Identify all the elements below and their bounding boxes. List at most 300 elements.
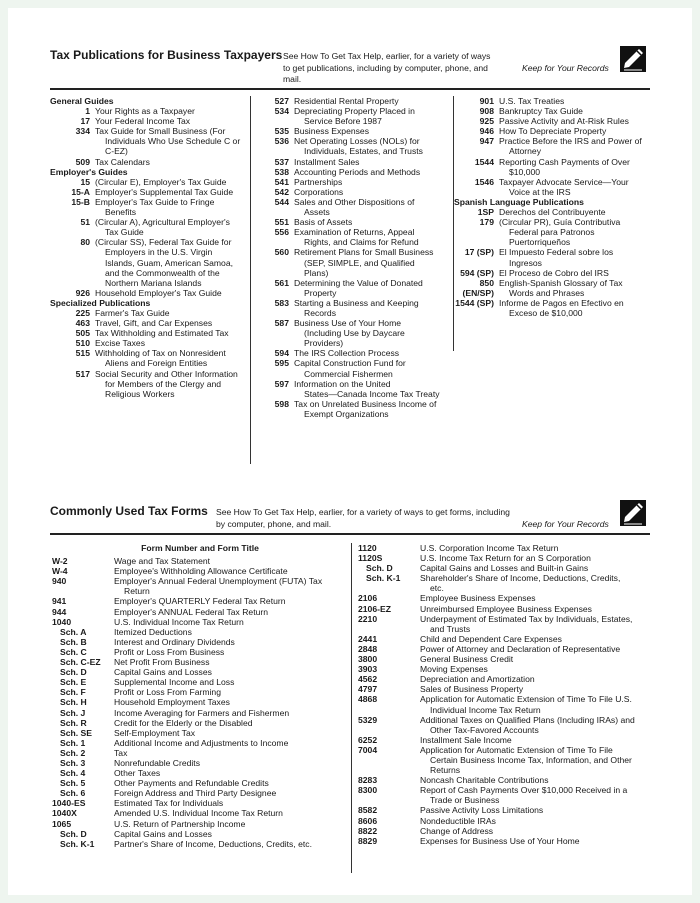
item-title-line: Passive Activity and At-Risk Rules [499, 116, 629, 127]
list-item [50, 647, 350, 657]
list-item [256, 96, 451, 106]
item-title [114, 677, 350, 687]
list-item [50, 328, 248, 338]
item-title [420, 836, 656, 846]
item-number: Sch. K-1 [60, 838, 95, 849]
list-item [454, 247, 654, 267]
publications-column-2 [256, 96, 451, 419]
item-title-line: Power of Attorney and Declaration of Representative [420, 643, 621, 654]
item-title [420, 563, 656, 573]
item-number: 3903 [358, 664, 378, 675]
item-title [114, 738, 350, 748]
item-title-line: Words and Phrases [509, 287, 585, 298]
item-title-line: Installment Sale Income [420, 734, 512, 745]
list-item [356, 805, 656, 815]
item-number: Sch. SE [60, 727, 92, 738]
item-number: 595 [274, 358, 289, 369]
list-item [50, 556, 350, 566]
list-item [356, 654, 656, 664]
item-title-line: Tax on Unrelated Business Income of [294, 398, 437, 409]
item-title [499, 247, 654, 267]
item-title [114, 788, 350, 798]
list-item [454, 96, 654, 106]
item-number: 515 [75, 348, 90, 359]
item-title [95, 348, 248, 368]
list-item [356, 563, 656, 573]
item-title [95, 157, 248, 167]
list-item [50, 687, 350, 697]
item-title-line: English-Spanish Glossary of Tax [499, 277, 623, 288]
list-item [50, 677, 350, 687]
item-number: Sch. A [60, 626, 87, 637]
item-title-line: Depreciation and Amortization [420, 674, 535, 685]
item-title-line: U.S. Income Tax Return for an S Corporation [420, 553, 591, 564]
item-number: 946 [479, 126, 494, 137]
list-item [50, 187, 248, 197]
item-title-line: Your Rights as a Taxpayer [95, 106, 195, 117]
list-item [256, 358, 451, 378]
item-title [420, 553, 656, 563]
item-number: 527 [274, 96, 289, 106]
forms-column-header: Form Number and Form Title [141, 543, 259, 553]
item-title [499, 136, 654, 156]
item-title-line: (Circular A), Agricultural Employer's [95, 217, 230, 228]
item-number: 17 (SP) [464, 247, 494, 258]
item-title-line: Individuals, Estates, and Trusts [304, 146, 423, 157]
item-title-line: Corporations [294, 186, 344, 197]
item-title [499, 96, 654, 106]
list-item [50, 197, 248, 217]
item-title-line: Employer's Annual Federal Unemployment (FUTA) Tax [114, 576, 323, 587]
item-number: 583 [274, 297, 289, 308]
item-number: Sch. H [60, 697, 87, 708]
item-number: 4868 [358, 694, 378, 705]
list-item [356, 785, 656, 805]
item-title-line: Capital Gains and Losses [114, 667, 212, 678]
list-item [454, 126, 654, 136]
item-title-line: Partnerships [294, 176, 343, 187]
list-item [356, 745, 656, 775]
item-title-line: Aliens and Foreign Entities [105, 358, 208, 369]
item-title [114, 566, 350, 576]
item-title-line: Benefits [105, 207, 137, 218]
item-number: 80 [80, 237, 90, 248]
list-item [50, 106, 248, 116]
forms-list [50, 556, 350, 849]
list-item [50, 338, 248, 348]
item-title [114, 647, 350, 657]
list-item [356, 543, 656, 553]
list-item [356, 644, 656, 654]
item-title-line: Passive Activity Loss Limitations [420, 805, 544, 816]
list-item [356, 735, 656, 745]
item-title-line: Exceso de $10,000 [509, 307, 583, 318]
item-title [294, 278, 451, 298]
item-title [294, 177, 451, 187]
list-item [256, 177, 451, 187]
item-title [420, 745, 656, 775]
item-number: 2106-EZ [358, 603, 391, 614]
list-item [356, 715, 656, 735]
item-title-line: Attorney [509, 146, 542, 157]
item-title-line: Withholding of Tax on Nonresident [95, 348, 226, 359]
item-title-line: Household Employer's Tax Guide [95, 287, 222, 298]
item-number: 15 [80, 176, 90, 187]
item-title [114, 819, 350, 829]
list-item [454, 298, 654, 318]
list-item [256, 136, 451, 156]
item-title-line: Tax Guide for Small Business (For [95, 126, 226, 137]
list-item [256, 298, 451, 318]
item-title-line: Determining the Value of Donated [294, 277, 423, 288]
item-number: 510 [75, 338, 90, 349]
item-title-line: (Circular PR), Guía Contributiva [499, 217, 621, 228]
list-item [50, 697, 350, 707]
item-title [114, 839, 350, 849]
item-title-line: Nondeductible IRAs [420, 815, 496, 826]
keep-for-records-note: Keep for Your Records [522, 63, 609, 73]
list-item [50, 758, 350, 768]
item-title [420, 604, 656, 614]
item-title-line: Derechos del Contribuyente [499, 207, 606, 218]
item-title-line: Profit or Loss From Farming [114, 687, 221, 698]
list-item [50, 348, 248, 368]
list-item [50, 237, 248, 287]
item-title-line: Individuals Who Use Schedule C or [105, 136, 241, 147]
item-title-line: Noncash Charitable Contributions [420, 775, 549, 786]
item-title [95, 318, 248, 328]
list-item [256, 227, 451, 247]
item-title-line: Plans) [304, 267, 329, 278]
item-title-line: Ingresos [509, 257, 542, 268]
item-title-line: Shareholder's Share of Income, Deductions, Credits, [420, 573, 621, 584]
item-title [95, 177, 248, 187]
item-title-line: Income Averaging for Farmers and Fishermen [114, 707, 290, 718]
item-number: 926 [75, 287, 90, 298]
item-title-line: Accounting Periods and Methods [294, 166, 421, 177]
list-item [50, 708, 350, 718]
item-title [294, 379, 451, 399]
item-title [114, 596, 350, 606]
item-number: 6252 [358, 734, 378, 745]
item-title [294, 157, 451, 167]
pen-icon [620, 500, 646, 526]
item-title-line: (Circular E), Employer's Tax Guide [95, 176, 227, 187]
item-title [420, 805, 656, 815]
item-title-line: Additional Income and Adjustments to Income [114, 737, 289, 748]
item-title-line: Sales and Other Dispositions of [294, 196, 415, 207]
item-title-line: U.S. Individual Income Tax Return [114, 616, 244, 627]
item-title-line: U.S. Return of Partnership Income [114, 818, 246, 829]
item-title-line: U.S. Corporation Income Tax Return [420, 543, 559, 553]
item-title-line: Moving Expenses [420, 664, 488, 675]
item-title [294, 217, 451, 227]
item-title-line: etc. [430, 583, 444, 594]
item-title-line: Providers) [304, 338, 344, 349]
item-title [499, 157, 654, 177]
item-number: 1546 [474, 176, 494, 187]
item-title-line: Tax Calendars [95, 156, 150, 167]
item-title [294, 96, 451, 106]
item-title-line: Records [304, 307, 336, 318]
item-title-line: How To Depreciate Property [499, 126, 607, 137]
item-title [420, 735, 656, 745]
column-divider [250, 96, 251, 464]
keep-for-records-note: Keep for Your Records [522, 519, 609, 529]
item-title-line: Wage and Tax Statement [114, 556, 211, 567]
list-item [50, 566, 350, 576]
item-number: 5329 [358, 714, 378, 725]
item-number: 225 [75, 307, 90, 318]
list-item [50, 217, 248, 237]
item-title [114, 617, 350, 627]
item-title-line: for Members of the Clergy and [105, 378, 222, 389]
item-number: 2441 [358, 633, 378, 644]
item-number: 1040X [52, 808, 77, 819]
item-title [420, 543, 656, 553]
item-title [95, 308, 248, 318]
item-title [95, 369, 248, 399]
list-item [50, 126, 248, 156]
list-item [50, 718, 350, 728]
item-number: 463 [75, 318, 90, 329]
item-title [294, 106, 451, 126]
item-title-line: (Circular SS), Federal Tax Guide for [95, 237, 232, 248]
item-title-line: Application for Automatic Extension of Time To File U.S. [420, 694, 632, 705]
item-title-line: Farmer's Tax Guide [95, 307, 170, 318]
item-title-line: Practice Before the IRS and Power of [499, 136, 642, 147]
list-item [256, 106, 451, 126]
list-item [50, 768, 350, 778]
item-title-line: Tax Guide [105, 227, 144, 238]
item-title-line: Business Expenses [294, 126, 369, 137]
item-number: Sch. J [60, 707, 86, 718]
list-item [50, 819, 350, 829]
item-title [95, 328, 248, 338]
item-title-line: The IRS Collection Process [294, 348, 400, 359]
item-title [420, 614, 656, 634]
item-number: 941 [52, 596, 67, 607]
item-title-line: Net Operating Losses (NOLs) for [294, 136, 420, 147]
item-title [420, 573, 656, 593]
item-title [95, 126, 248, 156]
item-title [420, 715, 656, 735]
item-title-line: Return [124, 586, 150, 597]
item-number: 8582 [358, 805, 378, 816]
item-title [420, 634, 656, 644]
item-title [499, 217, 654, 247]
publications-column-1 [50, 96, 248, 399]
group-heading: General Guides [50, 96, 114, 106]
item-title-line: Tax Withholding and Estimated Tax [95, 328, 229, 339]
item-number: 2848 [358, 643, 378, 654]
item-number: Sch. 6 [60, 788, 86, 799]
item-title [499, 177, 654, 197]
list-item [50, 116, 248, 126]
item-number: 334 [75, 126, 90, 137]
item-title [420, 694, 656, 714]
item-title [95, 237, 248, 287]
list-item [50, 318, 248, 328]
item-title-line: Examination of Returns, Appeal [294, 227, 415, 238]
list-item [50, 778, 350, 788]
section-blurb: See How To Get Tax Help, earlier, for a variety of ways to get publications, including by computer, phone, and mail. [283, 51, 491, 84]
list-item [50, 808, 350, 818]
item-number: 908 [479, 106, 494, 117]
item-title-line: Other Taxes [114, 768, 161, 779]
item-title-line: Voice at the IRS [509, 186, 571, 197]
item-title-line: Islands, Guam, American Samoa, [105, 257, 234, 268]
list-item [256, 187, 451, 197]
list-item [50, 627, 350, 637]
list-item [50, 177, 248, 187]
item-title-line: Estimated Tax for Individuals [114, 798, 224, 809]
item-title-line: Profit or Loss From Business [114, 646, 225, 657]
column-divider [351, 543, 352, 873]
list-item [356, 614, 656, 634]
item-number: W-4 [52, 566, 68, 577]
item-number: 1SP [477, 207, 494, 218]
item-number: 8300 [358, 785, 378, 796]
list-item [50, 637, 350, 647]
list-item [454, 106, 654, 116]
list-item [50, 788, 350, 798]
list-item [256, 197, 451, 217]
item-title [294, 348, 451, 358]
list-item [356, 684, 656, 694]
item-title [114, 718, 350, 728]
item-number: Sch. 5 [60, 778, 86, 789]
item-title-line: Household Employment Taxes [114, 697, 230, 708]
item-title-line: Employer's QUARTERLY Federal Tax Return [114, 596, 286, 607]
item-number: 940 [52, 576, 67, 587]
item-number: 556 [274, 227, 289, 238]
section-blurb: See How To Get Tax Help, earlier, for a variety of ways to get forms, including by computer, phone, and mail. [216, 507, 510, 529]
list-item [356, 553, 656, 563]
item-title [95, 106, 248, 116]
forms-column-2 [356, 543, 656, 846]
item-title-line: Taxpayer Advocate Service—Your [499, 176, 629, 187]
item-title-line: Excise Taxes [95, 338, 145, 349]
item-title [499, 116, 654, 126]
item-title [114, 697, 350, 707]
list-item [50, 839, 350, 849]
item-title [114, 637, 350, 647]
item-title-line: El Impuesto Federal sobre los [499, 247, 614, 258]
list-item [50, 657, 350, 667]
item-title-line: Your Federal Income Tax [95, 116, 191, 127]
item-number: Sch. D [60, 667, 87, 678]
list-item [356, 826, 656, 836]
item-title-line: Underpayment of Estimated Tax by Individuals, Estates, [420, 613, 633, 624]
item-title [499, 268, 654, 278]
item-title-line: Unreimbursed Employee Business Expenses [420, 603, 592, 614]
item-number: 850 (EN/SP) [462, 277, 494, 298]
list-item [50, 596, 350, 606]
item-title [114, 829, 350, 839]
list-item [454, 177, 654, 197]
list-item [50, 728, 350, 738]
item-title [294, 318, 451, 348]
item-title [420, 684, 656, 694]
item-title [294, 126, 451, 136]
list-item [356, 816, 656, 826]
list-item [50, 829, 350, 839]
group-heading: Employer's Guides [50, 166, 128, 177]
item-title-line: Employers in the U.S. Virgin [105, 247, 213, 258]
item-number: Sch. D [366, 563, 393, 574]
item-title [95, 338, 248, 348]
item-title [114, 768, 350, 778]
list-item [256, 247, 451, 277]
item-title-line: Trade or Business [430, 795, 500, 806]
item-number: Sch. E [60, 677, 87, 688]
item-number: Sch. K-1 [366, 573, 401, 584]
item-title-line: Northern Mariana Islands [105, 277, 202, 288]
item-title [420, 785, 656, 805]
item-title [420, 654, 656, 664]
item-number: 1040-ES [52, 798, 86, 809]
list-item [50, 157, 248, 167]
list-item [50, 607, 350, 617]
list-item [256, 217, 451, 227]
item-title-line: U.S. Tax Treaties [499, 96, 565, 106]
item-title [294, 167, 451, 177]
list-item [50, 748, 350, 758]
item-number: Sch. 1 [60, 737, 86, 748]
list-item [454, 278, 654, 298]
item-number: 1120 [358, 543, 377, 553]
item-number: 541 [274, 176, 289, 187]
item-title-line: Partner's Share of Income, Deductions, Credits, etc. [114, 838, 312, 849]
item-title-line: Other Payments and Refundable Credits [114, 778, 269, 789]
item-number: 901 [479, 96, 494, 106]
list-item [454, 116, 654, 126]
item-title-line: Installment Sales [294, 156, 360, 167]
item-title-line: Depreciating Property Placed in [294, 106, 415, 117]
item-title [114, 778, 350, 788]
item-title-line: Credit for the Elderly or the Disabled [114, 717, 253, 728]
list-item [454, 157, 654, 177]
item-number: Sch. C [60, 646, 87, 657]
item-number: 587 [274, 318, 289, 329]
item-title [499, 106, 654, 116]
item-title-line: (SEP, SIMPLE, and Qualified [304, 257, 415, 268]
item-title-line: Employer's Tax Guide to Fringe [95, 196, 215, 207]
item-title-line: Employer's Supplemental Tax Guide [95, 186, 234, 197]
item-title [499, 298, 654, 318]
group-heading: Spanish Language Publications [454, 196, 584, 207]
item-title-line: Individual Income Tax Return [430, 704, 541, 715]
item-title [114, 748, 350, 758]
item-title-line: Religious Workers [105, 388, 175, 399]
list-item [50, 617, 350, 627]
list-item [356, 664, 656, 674]
item-number: W-2 [52, 556, 68, 567]
item-title-line: Supplemental Income and Loss [114, 677, 235, 688]
item-number: 944 [52, 606, 67, 617]
item-number: 925 [479, 116, 494, 127]
item-title-line: Commercial Fishermen [304, 368, 393, 379]
item-title [420, 664, 656, 674]
item-title-line: Starting a Business and Keeping [294, 297, 419, 308]
list-item [454, 207, 654, 217]
item-title-line: C-EZ) [105, 146, 128, 157]
item-title-line: Employee's Withholding Allowance Certificate [114, 566, 288, 577]
list-item [454, 217, 654, 247]
item-title [114, 657, 350, 667]
item-title [420, 816, 656, 826]
